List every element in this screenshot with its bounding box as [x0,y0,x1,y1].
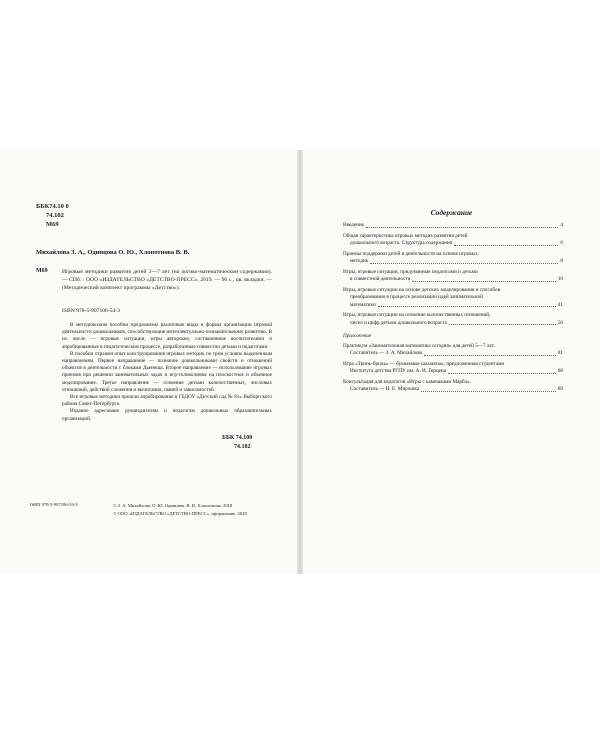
toc-entry [343,287,563,310]
toc-entry-text: Введение [343,222,364,228]
table-of-contents [343,222,563,397]
toc-page-number: 89 [557,386,563,392]
toc-entry-text: Практикум «Занимательная математика сегодня» для детей 5—7 лет. [343,342,495,349]
toc-entry-text: Игры, игровые ситуации, придуманные педагогами и детьми [343,268,478,275]
catalog-description: Игровые методики развития детей 3—7 лет (на логико-математическом содержании). — СПб. : ООО «ИЗДАТЕЛЬСТВО «ДЕТСТВО-ПРЕСС», 2019. — 96 с., цв. вкладки. — (Методический комплект программы «Детство»). [62,269,272,291]
annotation-paragraph: Все игровые методики прошли апробирование в ГБДОУ «Детский сад № 81» Выборгского района Санкт-Петербурга. [62,394,272,408]
toc-leader [370,263,558,264]
toc-row [343,350,563,358]
authors-line: Михайлова З. А., Одинцова О. Ю., Хлопотнова В. В. [36,249,190,256]
toc-entry [343,312,563,327]
annotation-paragraph: В методическом пособии предложены различные виды и формы организации игровой деятельности дошкольников, способствующие интеллектуально-познавательному развитию. В их числе — игровые ситуации, игры авторские, составленные воспитателями и апробированные в педагогическом процессе, разработанные совместно детьми и педагогами. [62,322,272,350]
toc-title: Содержание [430,208,473,217]
toc-entry [343,343,563,358]
toc-row [343,368,563,376]
imprint-page [0,150,297,574]
toc-leader [449,324,556,325]
toc-page-number: 4 [560,222,563,228]
bbk-index-bottom [222,434,252,452]
toc-entry-text: Игры, игровые ситуации на основе детских моделирования и способов [343,286,501,293]
author-mark: М69 [36,268,48,274]
appendix-title: Приложение [343,333,372,339]
toc-page-number: 56 [557,319,563,326]
toc-entry-text: дошкольного возраста. Структура содержания [350,240,453,246]
bbk-line: М69 [46,221,59,228]
toc-entry [343,379,563,394]
toc-entry [343,233,563,248]
bbk-line: ББК 74.100 [222,435,253,441]
toc-page-number: 6 [560,240,563,246]
toc-entry [343,251,563,266]
toc-entry-text: математики [350,301,376,308]
toc-entry [343,269,563,284]
toc-entry-text: Консультация для педагогов «Игры с камешками Марбл». [343,378,471,385]
copyright-line: © ООО «ИЗДАТЕЛЬСТВО «ДЕТСТВО-ПРЕСС», оформление, 2018 [113,511,247,516]
toc-row [343,258,563,266]
bbk-line: ББК74.10 0 [36,203,69,210]
toc-leader [421,391,556,392]
bbk-line: 74.102 [234,444,251,450]
isbn: ISBN 978-5-907106-54-3 [62,308,120,314]
toc-row [343,386,563,394]
toc-entry-text: Общая характеристика игровых методик развития детей [343,232,468,239]
copyrights [113,502,247,518]
toc-leader [412,281,555,282]
toc-page-number: 10 [557,276,563,282]
toc-row [343,222,563,230]
toc-leader [424,355,556,356]
toc-page-number: 8 [560,258,563,264]
toc-entry [343,361,563,376]
toc-leader [454,245,558,246]
toc-page-number: 88 [557,368,563,374]
toc-entry-text: Института детства РГПУ им. А. И. Герцена [350,368,447,374]
toc-entry-text: Игра «Трипь-бриль» — букваемые шахматы», предложенная студентами [343,360,505,367]
toc-page-number: 41 [557,301,563,308]
footer-isbn: ISBN 978-5-907106-54-3 [30,502,78,507]
toc-leader [366,227,558,228]
toc-row [343,302,563,310]
toc-entry-text: Составитель — И. Е. Мирошка [350,386,420,392]
annotation [62,322,272,423]
toc-entry [343,222,563,230]
bbk-line: 74.102 [46,212,64,219]
toc-entry-text: преобразования в процессе реализации идей занимательной [350,294,483,300]
toc-entry-text: в совместной деятельности [350,276,411,282]
contents-page [303,150,600,574]
bbk-index-top [36,202,69,229]
toc-entry-text: методик [350,258,369,264]
toc-leader [448,373,556,374]
toc-leader [378,306,556,307]
toc-entry-text: Приемы поддержки детей в деятельности на основе игровых [343,250,478,257]
annotation-paragraph: В пособии отражен опыт конструирования игровых методик по трем условно выделенным направлениям. Первое направление — познание дошкольниками свойств и отношений объектов в деятельности с блоками Дьенеша. Второе направление — использование игровых приемов при решении занимательных задач и игр-головоломок на плоскостное и объемное моделирование. Третье направление — освоение детьми количественных, числовых отношений, действий сложения и вычитания, связей и зависимостей. [62,350,272,393]
toc-row [343,276,563,284]
toc-page-number: 81 [557,350,563,356]
toc-row [343,240,563,248]
annotation-paragraph: Издание адресовано руководителям и педагогам дошкольных образовательных организаций. [62,408,272,422]
toc-entry-text: Составитель — З. А. Михайлова [350,350,423,356]
toc-entry-text: чисел и цифр детьми дошкольного возраста [350,319,447,326]
toc-entry-text: Игры, игровые ситуации на освоение количественных отношений, [343,312,491,318]
copyright-line: © З. А. Михайлова, О. Ю. Одинцова, В. В. Хлопотнова, 2018 [113,503,233,508]
toc-row [343,320,563,328]
